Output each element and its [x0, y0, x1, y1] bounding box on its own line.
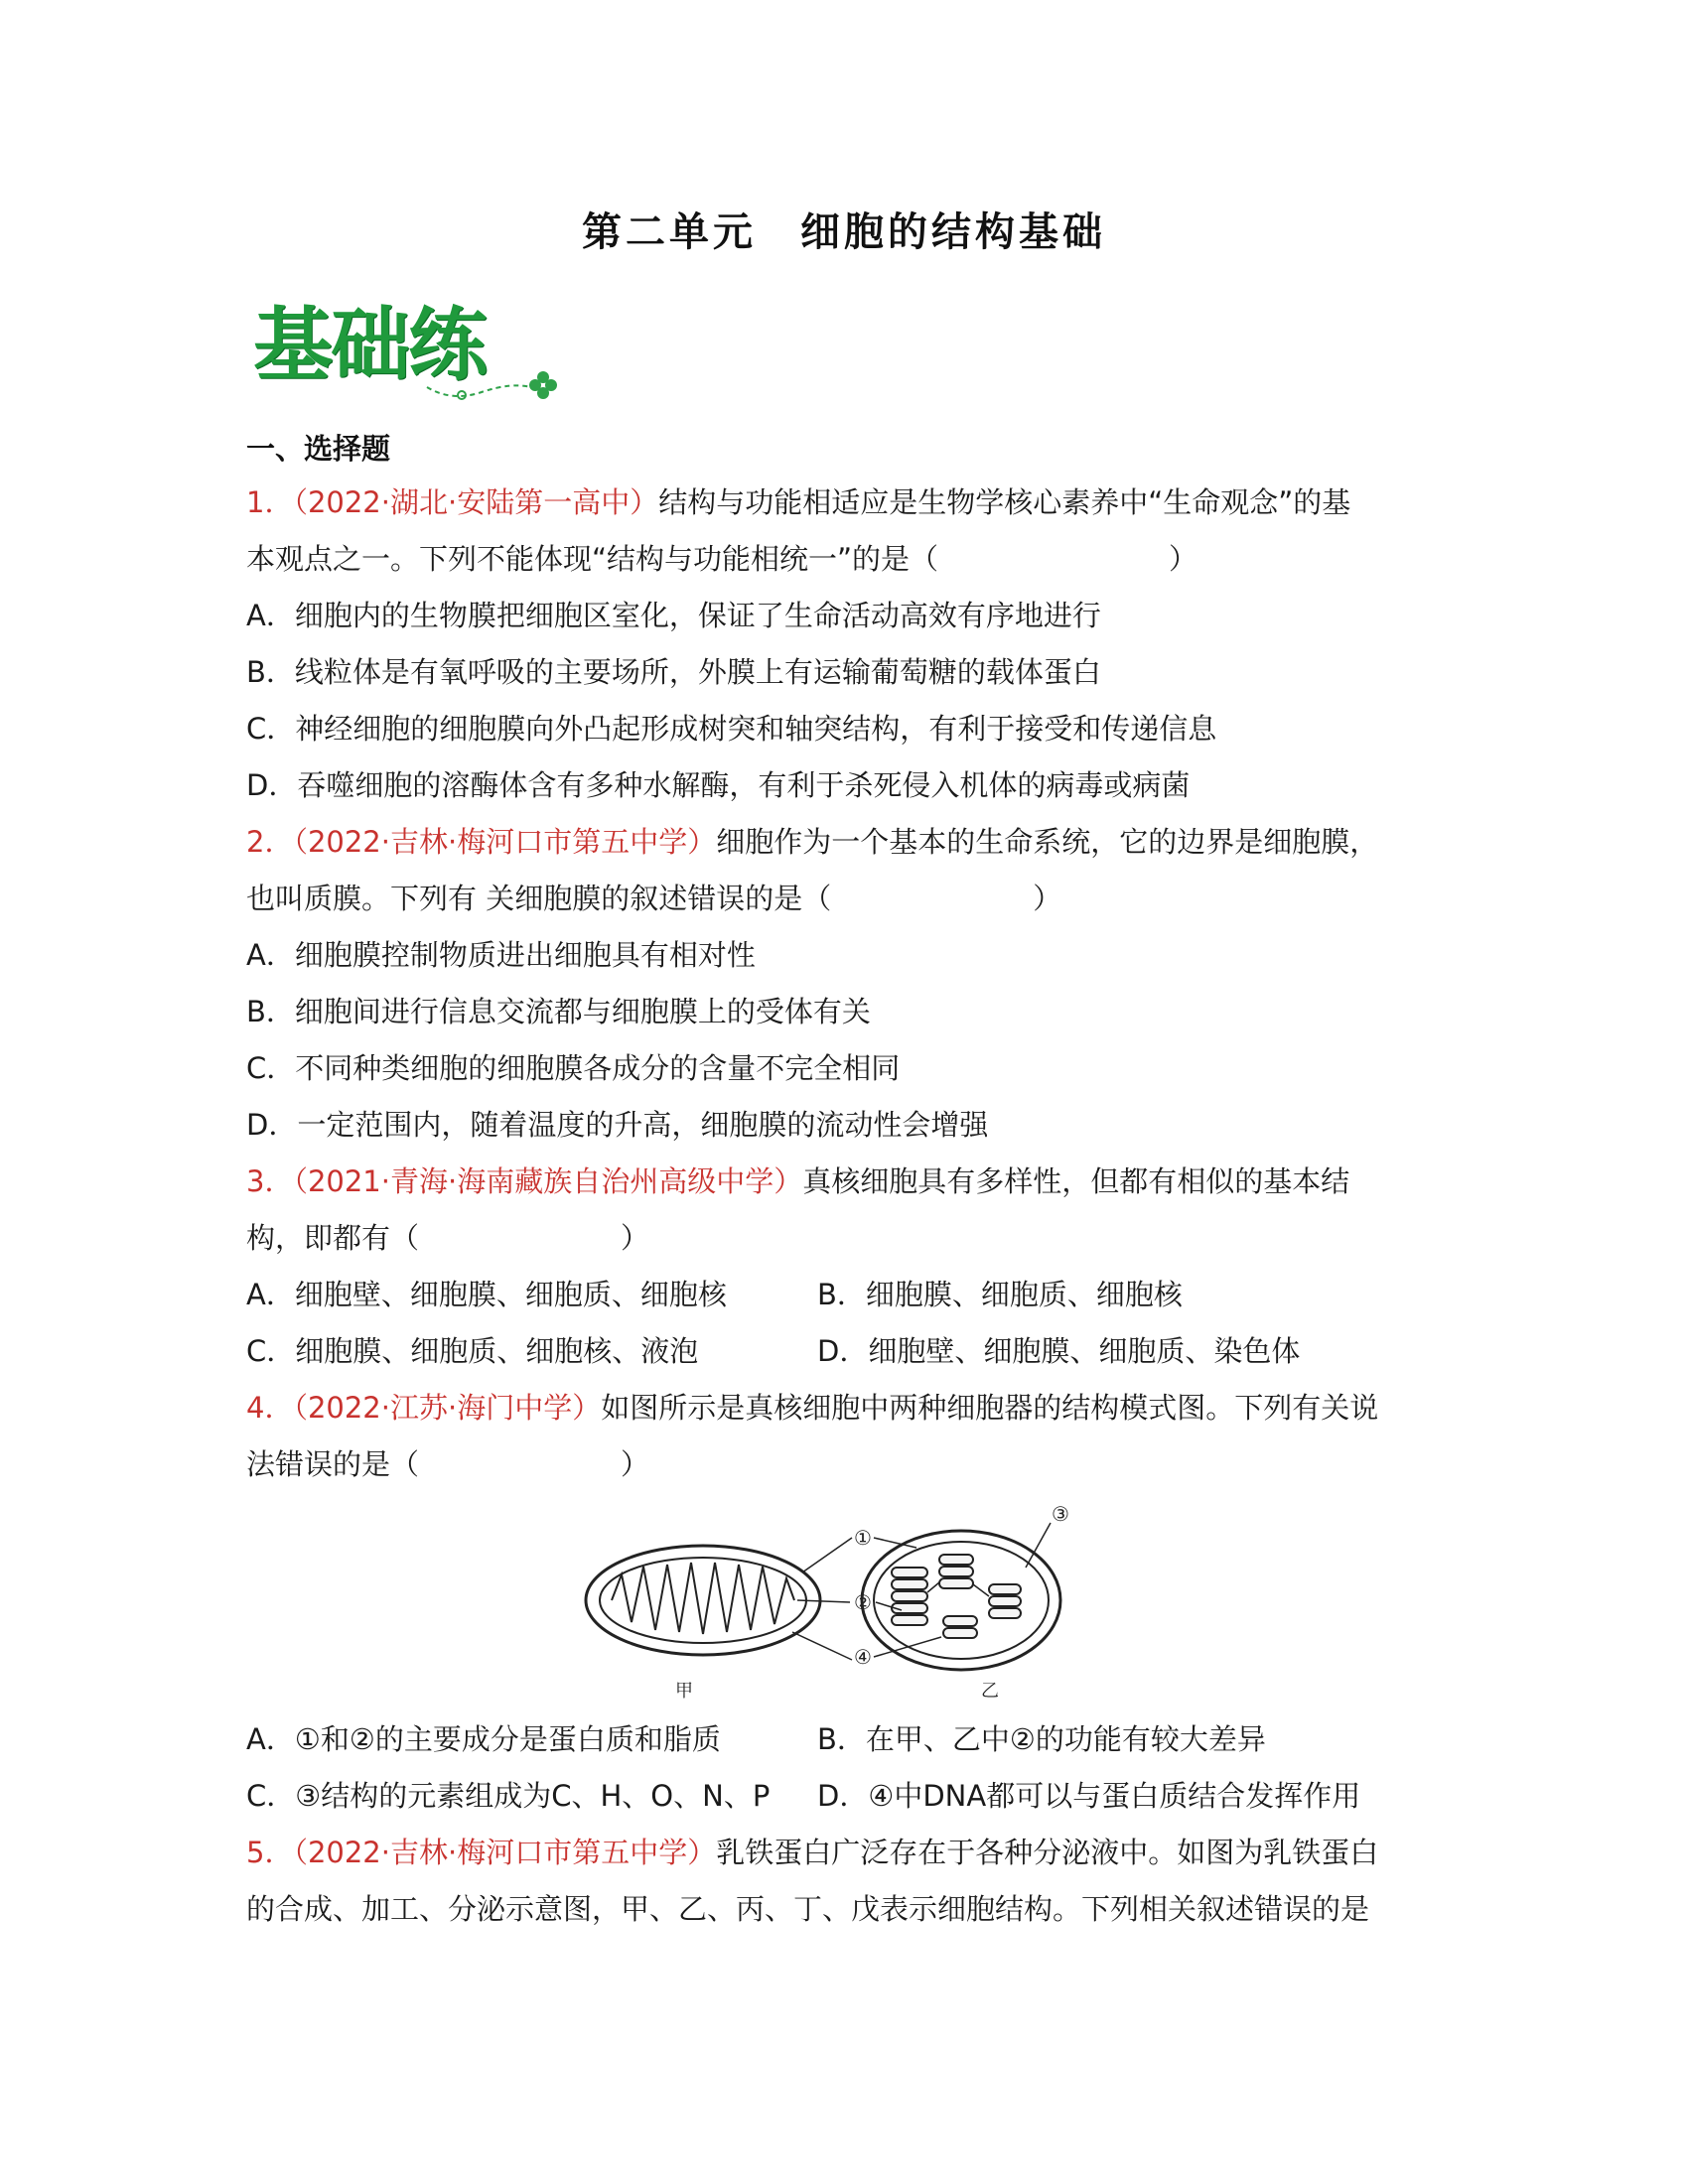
option-d[interactable]: D．细胞壁、细胞膜、细胞质、染色体 — [817, 1334, 1301, 1368]
section-heading: 一、选择题 — [246, 432, 391, 466]
option-d[interactable]: D．④中DNA都可以与蛋白质结合发挥作用 — [817, 1779, 1361, 1813]
question-list — [246, 475, 1438, 1938]
question-number: 1． — [246, 485, 294, 519]
logo — [253, 298, 571, 407]
option-row — [246, 1711, 1438, 1768]
label-yi: 乙 — [981, 1681, 999, 1702]
question-text-continued: 也叫质膜。下列有 关细胞膜的叙述错误的是（ ） — [246, 882, 1062, 915]
marker-3: ③ — [1052, 1502, 1069, 1526]
option-c[interactable]: C．③结构的元素组成为C、H、O、N、P — [246, 1779, 771, 1813]
question-text: 如图所示是真核细胞中两种细胞器的结构模式图。下列有关说 — [601, 1391, 1379, 1425]
option-a[interactable]: A．细胞内的生物膜把细胞区室化，保证了生命活动高效有序地进行 — [246, 599, 1101, 632]
option-c[interactable]: C．不同种类细胞的细胞膜各成分的含量不完全相同 — [246, 1051, 901, 1085]
option-b[interactable]: B．细胞间进行信息交流都与细胞膜上的受体有关 — [246, 995, 871, 1028]
question-text: 乳铁蛋白广泛存在于各种分泌液中。如图为乳铁蛋白 — [716, 1836, 1379, 1869]
option-d[interactable]: D．一定范围内，随着温度的升高，细胞膜的流动性会增强 — [246, 1108, 989, 1142]
option-b[interactable]: B．细胞膜、细胞质、细胞核 — [817, 1278, 1183, 1311]
question-4-stem — [246, 1380, 1438, 1436]
question-source: （2022·吉林·梅河口市第五中学） — [293, 825, 717, 859]
option-a[interactable]: A．细胞膜控制物质进出细胞具有相对性 — [246, 938, 756, 972]
option-c[interactable]: C．神经细胞的细胞膜向外凸起形成树突和轴突结构，有利于接受和传递信息 — [246, 712, 1217, 746]
question-number: 3． — [246, 1164, 294, 1198]
option-row — [246, 1768, 1438, 1825]
question-text-continued: 的合成、加工、分泌示意图，甲、乙、丙、丁、戊表示细胞结构。下列相关叙述错误的是 — [246, 1892, 1370, 1926]
option-b[interactable]: B．在甲、乙中②的功能有较大差异 — [817, 1722, 1266, 1756]
logo-text: 基础练 — [253, 299, 486, 391]
mitochondrion-drawing — [586, 1546, 820, 1655]
question-source: （2022·江苏·海门中学） — [293, 1391, 602, 1425]
question-text: 真核细胞具有多样性，但都有相似的基本结 — [802, 1164, 1350, 1198]
page-title: 第二单元 细胞的结构基础 — [582, 208, 1106, 255]
option-row — [246, 1267, 1438, 1323]
chloroplast-drawing — [862, 1531, 1060, 1670]
question-text-continued: 法错误的是（ ） — [246, 1447, 650, 1481]
option-c[interactable]: C．细胞膜、细胞质、细胞核、液泡 — [246, 1334, 699, 1368]
question-text: 结构与功能相适应是生物学核心素养中“生命观念”的基 — [658, 485, 1351, 519]
question-3-stem — [246, 1154, 1438, 1210]
question-number: 4． — [246, 1391, 294, 1425]
option-a[interactable]: A．①和②的主要成分是蛋白质和脂质 — [246, 1722, 721, 1756]
label-jia: 甲 — [675, 1681, 693, 1702]
organelle-figure — [246, 1493, 1438, 1711]
question-source: （2021·青海·海南藏族自治州高级中学） — [293, 1164, 803, 1198]
question-5-stem — [246, 1825, 1438, 1881]
question-source: （2022·湖北·安陆第一高中） — [293, 485, 659, 519]
marker-1: ① — [854, 1526, 872, 1550]
question-text-continued: 构，即都有（ ） — [246, 1221, 650, 1255]
question-source: （2022·吉林·梅河口市第五中学） — [293, 1836, 717, 1869]
option-a[interactable]: A．细胞壁、细胞膜、细胞质、细胞核 — [246, 1278, 727, 1311]
option-b[interactable]: B．线粒体是有氧呼吸的主要场所，外膜上有运输葡萄糖的载体蛋白 — [246, 655, 1101, 689]
option-d[interactable]: D．吞噬细胞的溶酶体含有多种水解酶，有利于杀死侵入机体的病毒或病菌 — [246, 768, 1191, 802]
marker-4: ④ — [854, 1645, 872, 1669]
question-2-stem — [246, 814, 1438, 871]
marker-2: ② — [854, 1590, 872, 1614]
vine-decoration-icon — [422, 357, 571, 407]
question-number: 5． — [246, 1836, 294, 1869]
question-text: 细胞作为一个基本的生命系统，它的边界是细胞膜， — [716, 825, 1379, 859]
question-number: 2． — [246, 825, 294, 859]
question-1-stem — [246, 475, 1438, 531]
question-text-continued: 本观点之一。下列不能体现“结构与功能相统一”的是（ ） — [246, 542, 1198, 576]
mitochondria-chloroplast-diagram — [574, 1493, 1090, 1706]
option-row — [246, 1323, 1438, 1380]
